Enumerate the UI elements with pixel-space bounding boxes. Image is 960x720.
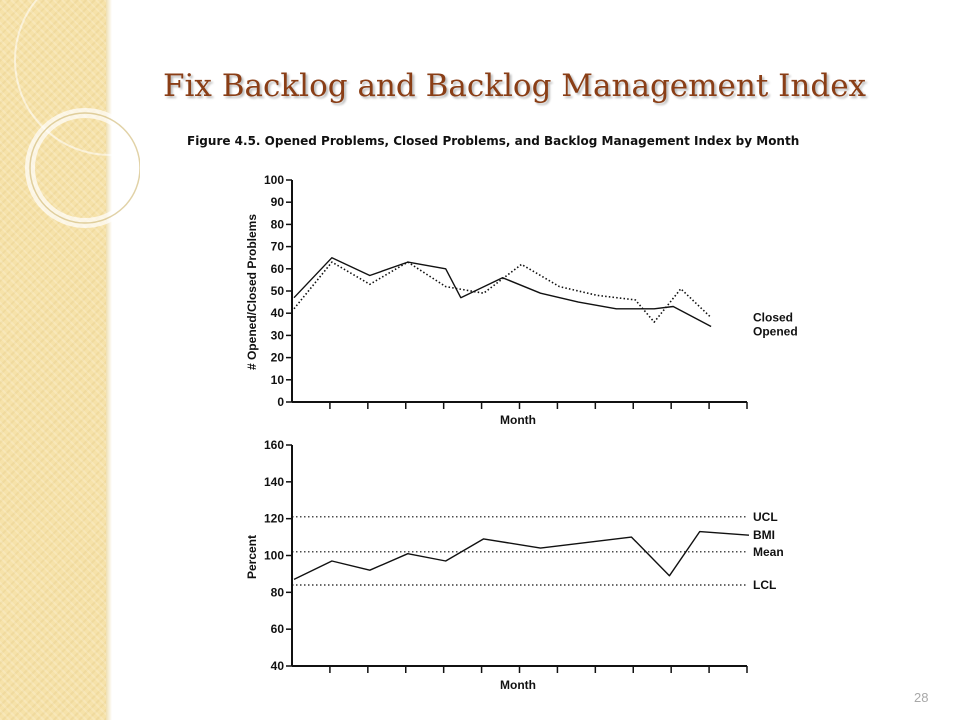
- series-label-opened: Opened: [753, 324, 798, 339]
- bmi-y-tick-label: 100: [263, 548, 284, 563]
- top-y-tick-label: 30: [270, 328, 284, 343]
- bmi-y-tick-label: 40: [270, 659, 284, 673]
- series-line-bmi: [294, 532, 749, 580]
- top-y-axis-title: # Opened/Closed Problems: [245, 213, 259, 371]
- top-y-tick-label: 90: [270, 195, 284, 210]
- bmi-y-tick-label: 160: [263, 438, 284, 452]
- series-line-opened: [294, 258, 711, 327]
- series-label-closed: Closed: [753, 310, 794, 325]
- top-y-tick-label: 20: [270, 350, 284, 365]
- figure-caption: Figure 4.5. Opened Problems, Closed Problems, and Backlog Management Index by Month: [187, 134, 800, 148]
- top-y-tick-label: 70: [270, 239, 284, 254]
- series-line-closed: [294, 262, 711, 322]
- opened-closed-chart: [245, 173, 798, 427]
- series-label-bmi: BMI: [753, 528, 775, 543]
- top-y-tick-label: 50: [270, 284, 284, 298]
- reference-label-ucl: UCL: [753, 509, 778, 524]
- top-y-tick-label: 40: [270, 306, 284, 321]
- page-number: 28: [914, 690, 929, 705]
- bmi-chart: [245, 438, 784, 692]
- top-y-tick-label: 100: [263, 173, 284, 187]
- bottom-y-axis-title: Percent: [245, 534, 259, 580]
- bmi-y-tick-label: 60: [270, 622, 284, 637]
- bmi-y-tick-label: 140: [263, 474, 284, 489]
- bottom-x-axis-title: Month: [500, 678, 536, 692]
- top-y-tick-label: 10: [270, 372, 284, 387]
- top-y-tick-label: 0: [277, 395, 284, 409]
- reference-label-lcl: LCL: [753, 577, 777, 592]
- top-y-tick-label: 80: [270, 217, 284, 232]
- bmi-y-tick-label: 80: [270, 585, 284, 600]
- top-y-tick-label: 60: [270, 261, 284, 276]
- top-x-axis-title: Month: [500, 413, 536, 427]
- slide-title: Fix Backlog and Backlog Management Index: [163, 68, 867, 104]
- reference-label-mean: Mean: [753, 544, 784, 559]
- bmi-y-tick-label: 120: [263, 511, 284, 526]
